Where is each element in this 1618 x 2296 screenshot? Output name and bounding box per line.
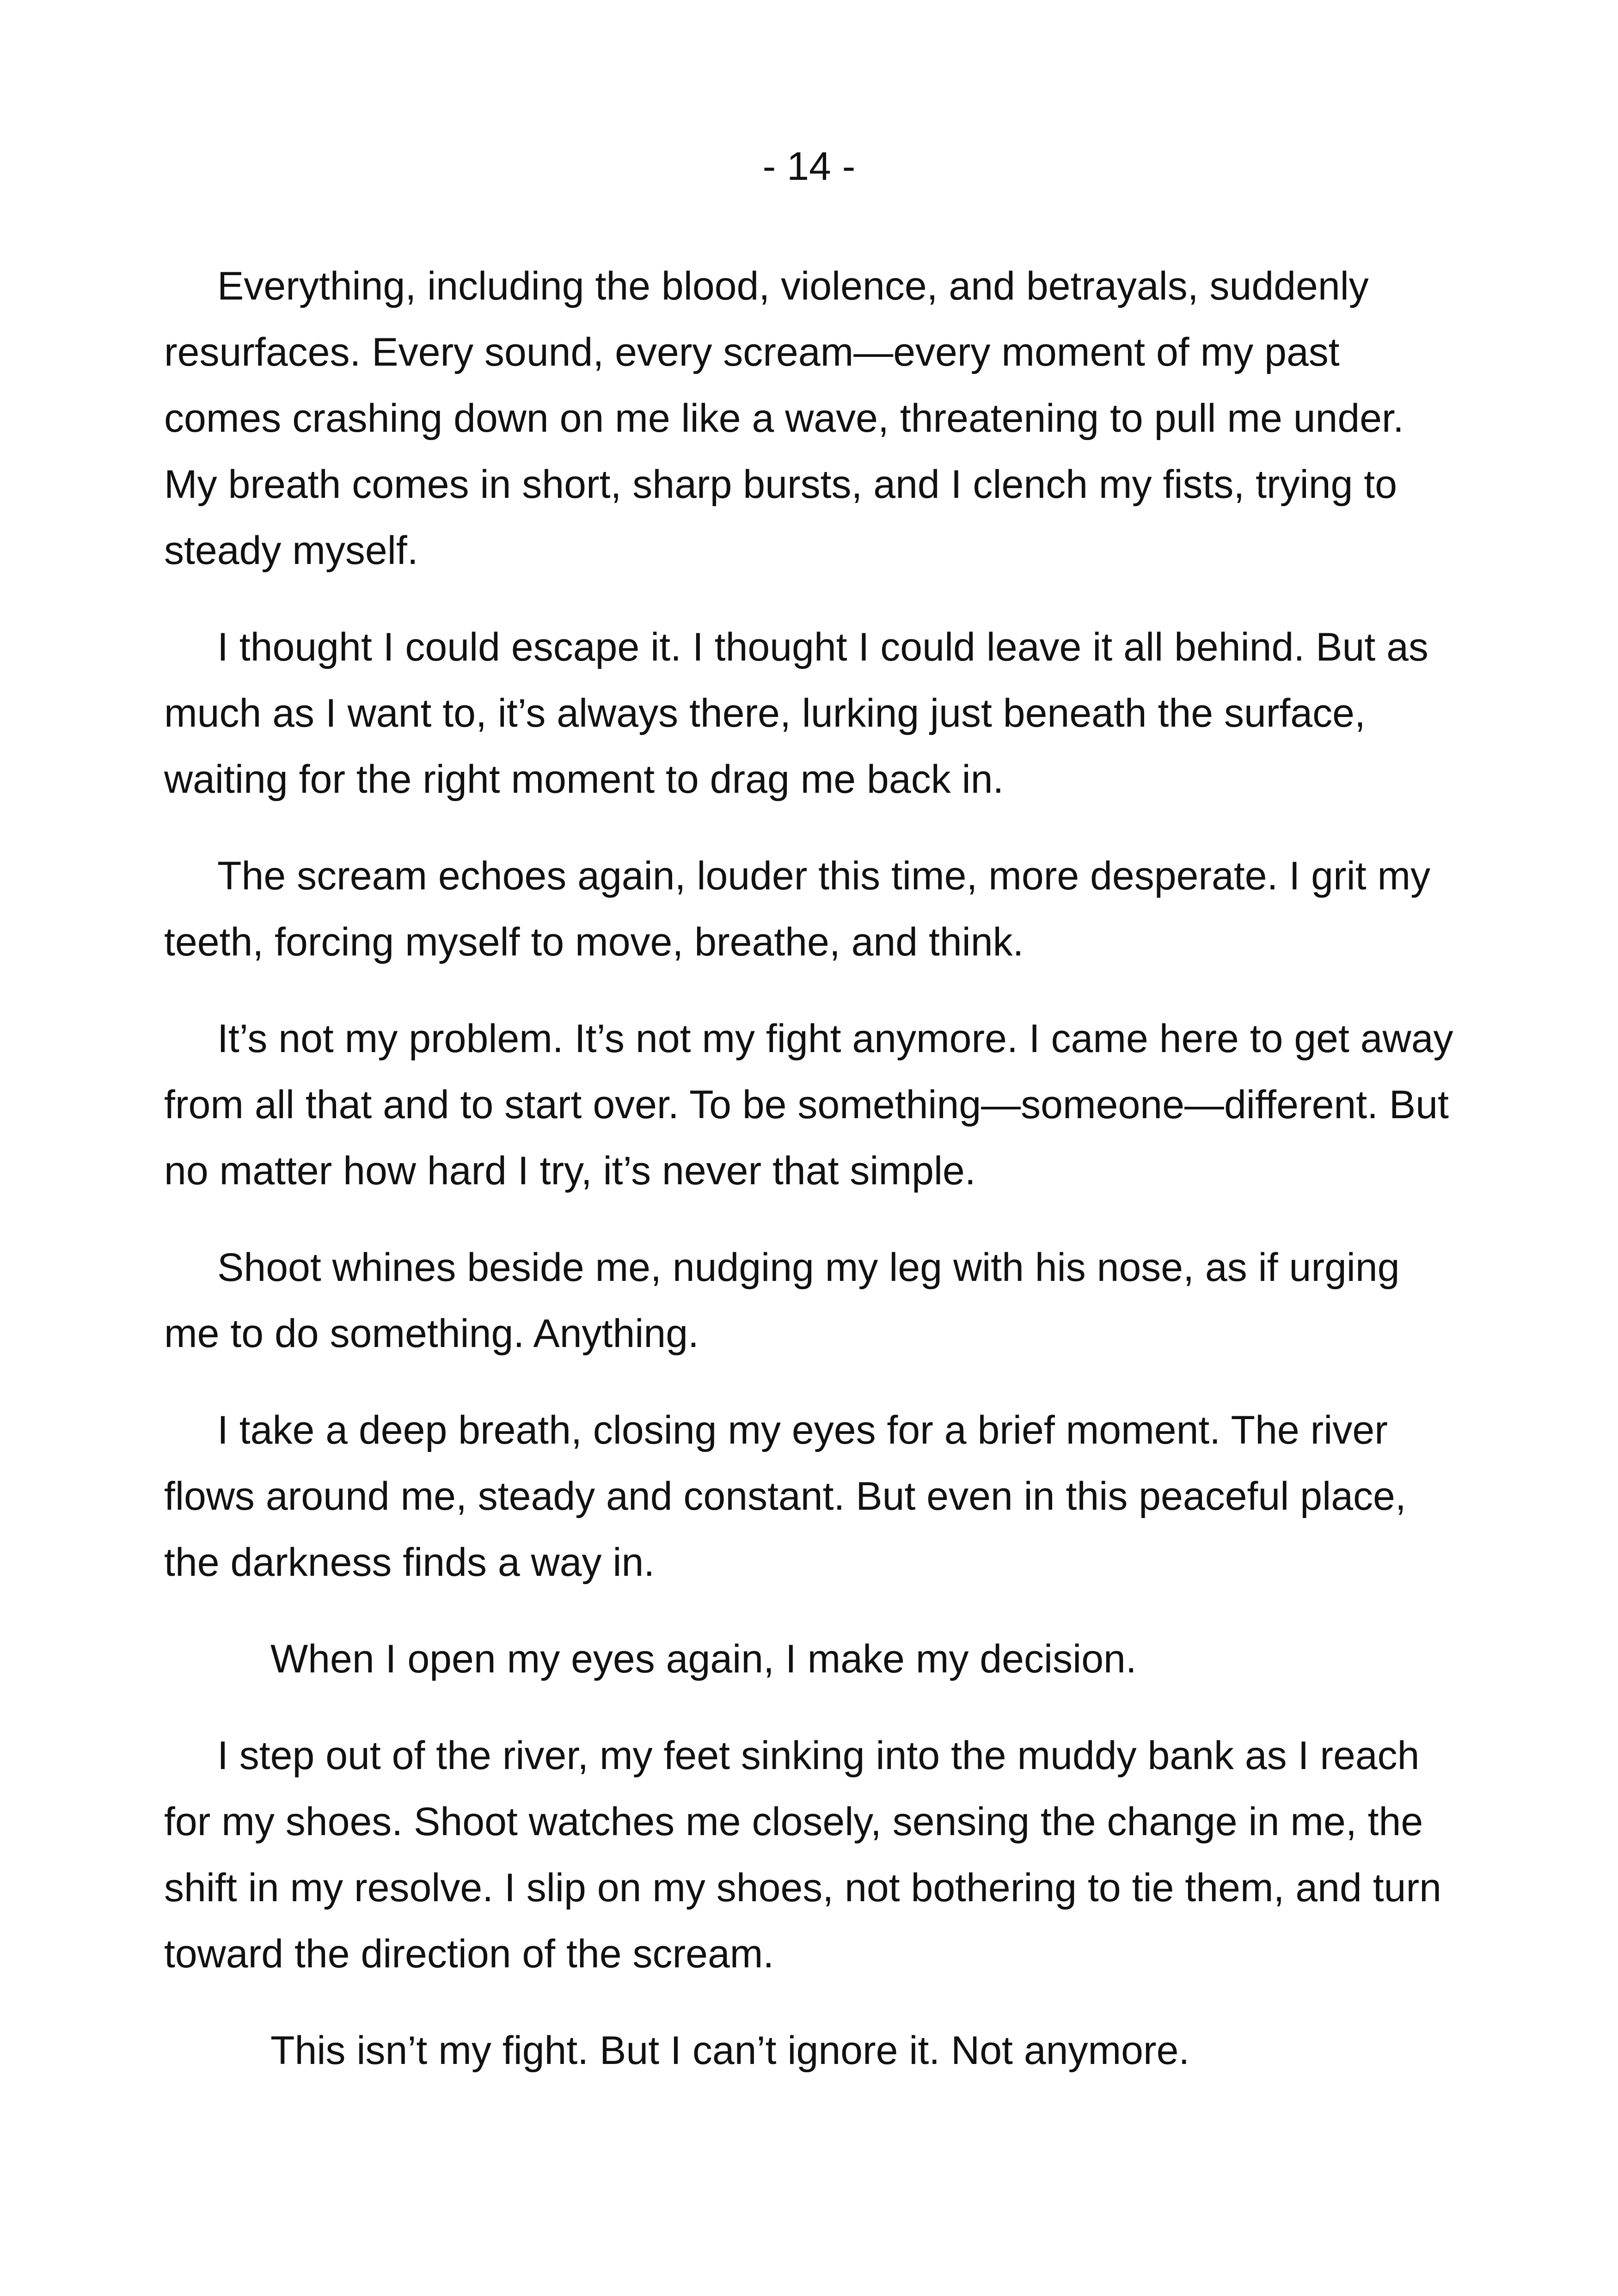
page-number: - 14 - xyxy=(762,144,856,189)
paragraph: When I open my eyes again, I make my decision. xyxy=(270,1637,1137,1681)
paragraph: Shoot whines beside me, nudging my leg with his nose, as if urging me to do something. Anything. xyxy=(164,1245,1400,1356)
paragraph: Everything, including the blood, violence, and betrayals, suddenly resurfaces. Every sound, every scream—every moment of my past comes crashing down on me like a wave, threatening to pull me under. My breath comes in short, sharp bursts, and I clench my fists, trying to steady myself. xyxy=(164,264,1404,573)
paragraph: I take a deep breath, closing my eyes for a brief moment. The river flows around me, steady and constant. But even in this peaceful place, the darkness finds a way in. xyxy=(164,1408,1406,1585)
paragraph: I thought I could escape it. I thought I could leave it all behind. But as much as I want to, it’s always there, lurking just beneath the surface, waiting for the right moment to drag me back in. xyxy=(164,625,1428,802)
paragraph: It’s not my problem. It’s not my fight anymore. I came here to get away from all that and to start over. To be something—someone—different. But no matter how hard I try, it’s never that simple. xyxy=(164,1016,1453,1193)
paragraph: This isn’t my fight. But I can’t ignore it. Not anymore. xyxy=(270,2028,1190,2073)
paragraph: The scream echoes again, louder this time, more desperate. I grit my teeth, forcing myself to move, breathe, and think. xyxy=(164,854,1431,964)
paragraph: I step out of the river, my feet sinking into the muddy bank as I reach for my shoes. Shoot watches me closely, sensing the change in me, the shift in my resolve. I slip on my shoes, not bothering to tie them, and turn toward the direction of the scream. xyxy=(164,1733,1441,1976)
body-text xyxy=(164,253,1459,2114)
